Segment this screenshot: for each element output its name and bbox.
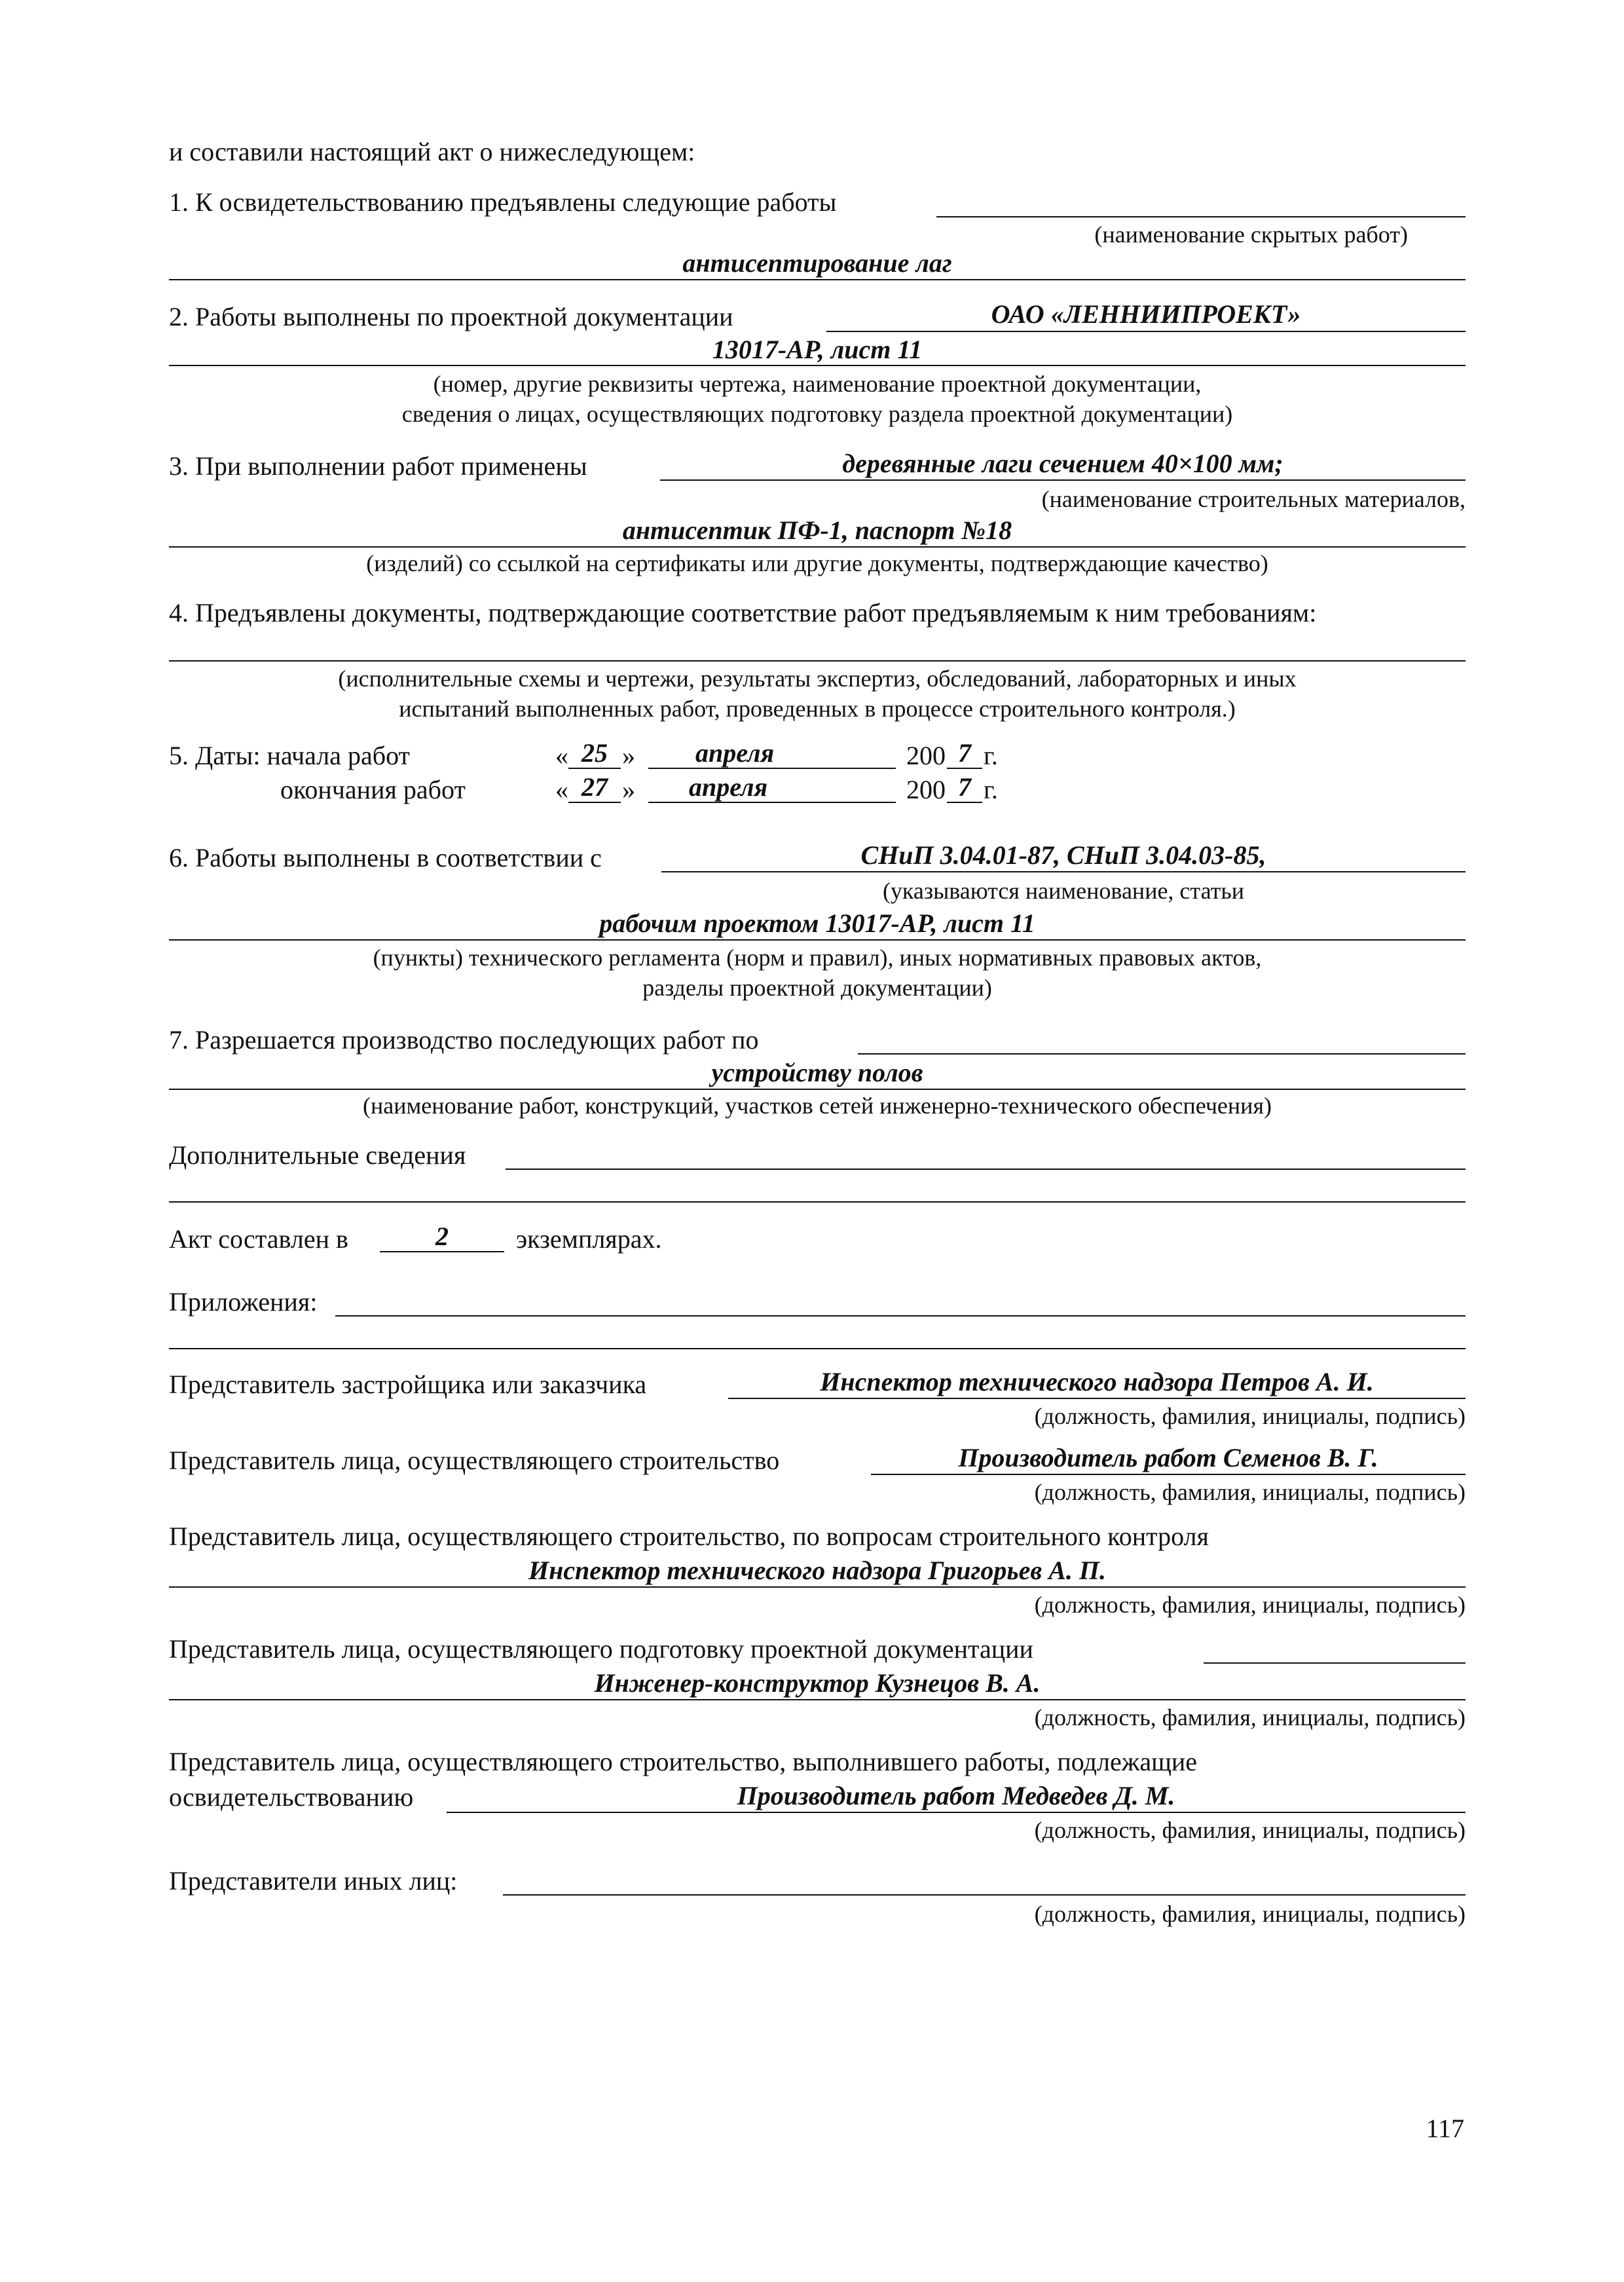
s5-start-qopen: « xyxy=(555,741,568,770)
copies-suffix: экземплярах. xyxy=(516,1224,662,1254)
s5-end-month-line xyxy=(648,802,896,803)
s5-start-year: 7 xyxy=(958,738,971,768)
s6-label: 6. Работы выполнены в соответствии с xyxy=(169,843,602,872)
s5-end-day: 27 xyxy=(581,772,608,802)
rep2-value: Производитель работ Семенов В. Г. xyxy=(958,1443,1378,1472)
copies-line xyxy=(380,1251,504,1252)
s2-caption2: сведения о лицах, осуществляющих подготовку раздела проектной документации) xyxy=(401,401,1233,427)
extra-line1 xyxy=(506,1169,1466,1170)
s4-line xyxy=(169,660,1466,662)
s5-start-year-line xyxy=(947,768,982,769)
rep6-label: Представители иных лиц: xyxy=(169,1866,458,1896)
rep6-caption: (должность, фамилия, инициалы, подпись) xyxy=(1034,1901,1466,1927)
s5-start-month-line xyxy=(648,768,896,769)
s6-caption2: (пункты) технического регламента (норм и правил), иных нормативных правовых актов, xyxy=(373,945,1262,971)
s3-value1: деревянные лаги сечением 40×100 мм; xyxy=(842,449,1283,478)
s1-line xyxy=(936,216,1466,217)
s3-value2-line xyxy=(169,546,1466,548)
rep1-value: Инспектор технического надзора Петров А. И. xyxy=(820,1367,1374,1396)
rep5-label2: освидетельствованию xyxy=(169,1782,414,1812)
rep3-value: Инспектор технического надзора Григорьев А. П. xyxy=(528,1556,1107,1585)
rep4-line2 xyxy=(169,1699,1466,1700)
s3-caption2: (изделий) со ссылкой на сертификаты или другие документы, подтверждающие качество) xyxy=(366,550,1268,576)
s1-value-line xyxy=(169,279,1466,280)
s2-value1: ОАО «ЛЕННИИПРОЕКТ» xyxy=(991,299,1301,329)
rep2-line xyxy=(871,1474,1466,1475)
attachments-label: Приложения: xyxy=(169,1287,318,1317)
copies-prefix: Акт составлен в xyxy=(169,1224,348,1254)
s6-value2: рабочим проектом 13017-АР, лист 11 xyxy=(599,908,1035,938)
s1-label: 1. К освидетельствованию предъявлены следующие работы xyxy=(169,187,837,217)
s5-end-day-line xyxy=(568,802,621,803)
rep3-caption: (должность, фамилия, инициалы, подпись) xyxy=(1034,1592,1466,1618)
s5-label2: окончания работ xyxy=(280,775,466,804)
rep4-line1 xyxy=(1204,1662,1466,1664)
s5-end-month: апреля xyxy=(689,772,768,802)
rep1-caption: (должность, фамилия, инициалы, подпись) xyxy=(1034,1403,1466,1429)
s5-end-year: 7 xyxy=(958,772,971,802)
rep4-caption: (должность, фамилия, инициалы, подпись) xyxy=(1034,1704,1466,1730)
rep5-value: Производитель работ Медведев Д. М. xyxy=(737,1781,1175,1810)
s3-line xyxy=(660,479,1466,481)
s7-line xyxy=(858,1053,1466,1055)
copies-value: 2 xyxy=(435,1222,449,1251)
s4-caption2: испытаний выполненных работ, проведенных в процессе строительного контроля.) xyxy=(399,696,1236,722)
s2-line xyxy=(826,331,1466,332)
extra-line2 xyxy=(169,1201,1466,1203)
s5-start-yearprefix: 200 xyxy=(906,741,946,770)
s6-caption3: разделы проектной документации) xyxy=(642,975,992,1001)
s4-label: 4. Предъявлены документы, подтверждающие соответствие работ предъявляемым к ним требованиям: xyxy=(169,598,1317,627)
attachments-line2 xyxy=(169,1348,1466,1349)
s6-value1: СНиП 3.04.01-87, СНиП 3.04.03-85, xyxy=(860,840,1266,870)
s7-label: 7. Разрешается производство последующих работ по xyxy=(169,1025,759,1055)
rep3-label: Представитель лица, осуществляющего строительство, по вопросам строительного контроля xyxy=(169,1522,1209,1551)
s6-line xyxy=(661,871,1466,872)
s6-value2-line xyxy=(169,939,1466,941)
page-number: 117 xyxy=(1426,2114,1464,2143)
s1-caption: (наименование скрытых работ) xyxy=(1094,221,1408,248)
s5-end-suffix: г. xyxy=(984,775,998,804)
s5-start-qclose: » xyxy=(622,741,635,770)
rep1-line xyxy=(728,1398,1466,1399)
s5-end-qclose: » xyxy=(622,775,635,804)
s5-start-day: 25 xyxy=(581,738,608,768)
s3-value2: антисептик ПФ-1, паспорт №18 xyxy=(622,515,1012,545)
s5-start-suffix: г. xyxy=(984,741,998,770)
s2-value2: 13017-АР, лист 11 xyxy=(712,335,923,364)
s5-label: 5. Даты: начала работ xyxy=(169,741,411,770)
rep4-label: Представитель лица, осуществляющего подготовку проектной документации xyxy=(169,1634,1033,1664)
s4-caption1: (исполнительные схемы и чертежи, результаты экспертиз, обследований, лабораторных и иных xyxy=(338,665,1297,692)
intro-text: и составили настоящий акт о нижеследующем: xyxy=(169,137,695,166)
s3-label: 3. При выполнении работ применены xyxy=(169,451,587,481)
s1-value: антисептирование лаг xyxy=(682,248,952,278)
s2-label: 2. Работы выполнены по проектной документации xyxy=(169,302,733,331)
s2-caption1: (номер, другие реквизиты чертежа, наименование проектной документации, xyxy=(433,371,1202,397)
rep3-line xyxy=(169,1586,1466,1588)
s5-end-yearprefix: 200 xyxy=(906,775,946,804)
rep1-label: Представитель застройщика или заказчика xyxy=(169,1370,647,1399)
s7-value: устройству полов xyxy=(711,1058,923,1087)
rep5-line xyxy=(447,1812,1466,1813)
s5-start-month: апреля xyxy=(695,738,775,768)
rep4-value: Инженер-конструктор Кузнецов В. А. xyxy=(594,1668,1041,1698)
s6-caption1: (указываются наименование, статьи xyxy=(882,878,1245,904)
rep6-line xyxy=(503,1894,1466,1896)
rep5-caption: (должность, фамилия, инициалы, подпись) xyxy=(1034,1817,1466,1843)
attachments-line1 xyxy=(335,1315,1466,1317)
s7-caption: (наименование работ, конструкций, участков сетей инженерно-технического обеспечения) xyxy=(363,1093,1272,1119)
rep2-caption: (должность, фамилия, инициалы, подпись) xyxy=(1034,1479,1466,1505)
s5-end-qopen: « xyxy=(555,775,568,804)
rep5-label1: Представитель лица, осуществляющего строительство, выполнившего работы, подлежащие xyxy=(169,1747,1198,1776)
rep2-label: Представитель лица, осуществляющего строительство xyxy=(169,1446,780,1475)
s2-value2-line xyxy=(169,365,1466,366)
s5-start-day-line xyxy=(568,768,621,769)
extra-label: Дополнительные сведения xyxy=(169,1140,466,1170)
s7-value-line xyxy=(169,1089,1466,1090)
s5-end-year-line xyxy=(947,802,982,803)
s3-caption1: (наименование строительных материалов, xyxy=(1041,486,1466,512)
